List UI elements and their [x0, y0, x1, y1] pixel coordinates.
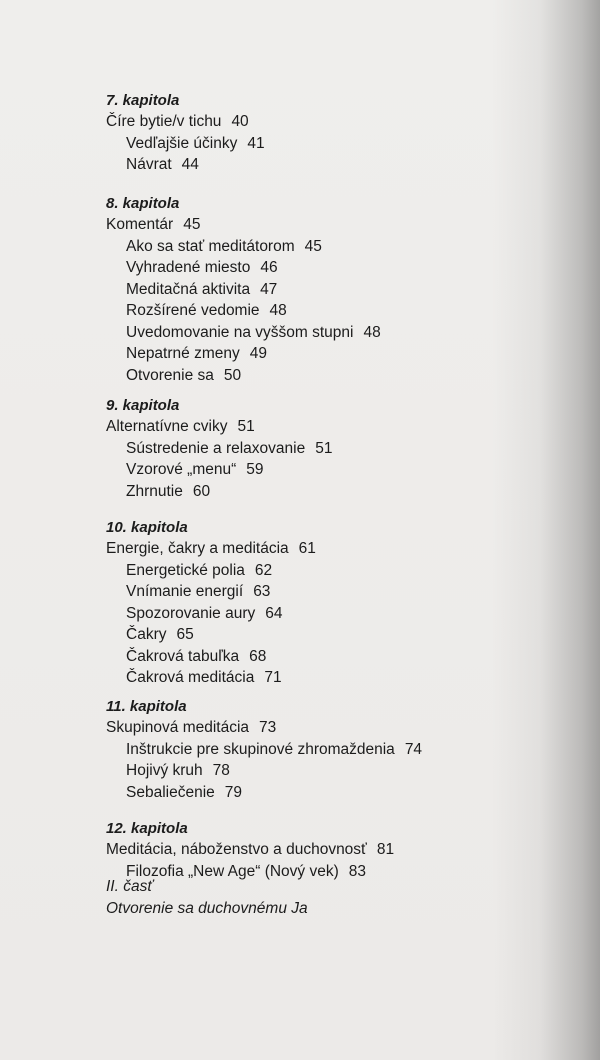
entry-title: Inštrukcie pre skupinové zhromaždenia [126, 740, 395, 758]
toc-entry [106, 257, 381, 279]
chapter-9 [106, 395, 332, 502]
entry-page: 41 [247, 134, 265, 152]
chapter-7 [106, 90, 265, 176]
toc-entry [106, 560, 316, 582]
entry-page: 49 [249, 345, 267, 362]
entry-title: Sebaliečenie [126, 783, 215, 801]
toc-entry [106, 459, 332, 481]
entry-page: 59 [246, 461, 264, 478]
chapter-12 [106, 818, 394, 882]
entry-title: Komentár [106, 216, 174, 233]
toc-entry [106, 300, 381, 322]
toc-entry [106, 236, 381, 258]
toc-entry [106, 581, 316, 603]
entry-title: Sústredenie a relaxovanie [126, 439, 306, 457]
entry-title: Číre bytie/v tichu [106, 113, 222, 130]
toc-entry [106, 343, 381, 365]
part-heading [106, 876, 308, 919]
toc-entry [106, 603, 316, 625]
entry-page: 47 [260, 280, 278, 298]
entry-page: 51 [315, 439, 333, 457]
entry-title: Hojivý kruh [126, 762, 203, 779]
toc-entry [106, 739, 422, 761]
toc-entry [106, 624, 316, 646]
entry-title: Vzorové „menu“ [126, 461, 237, 478]
toc-entry [106, 839, 394, 861]
entry-page: 65 [176, 626, 194, 643]
entry-title: Spozorovanie aury [126, 604, 256, 622]
entry-title: Meditácia, náboženstvo a duchovnosť [106, 841, 367, 858]
entry-page: 61 [298, 540, 316, 557]
chapter-heading: 12. kapitola [106, 820, 188, 837]
entry-title: Uvedomovanie na vyššom stupni [126, 323, 354, 341]
entry-page: 64 [265, 604, 283, 622]
entry-page: 40 [231, 113, 249, 130]
entry-title: Vnímanie energií [126, 583, 244, 600]
entry-page: 45 [183, 216, 201, 233]
toc-entry [106, 538, 316, 560]
entry-page: 83 [348, 862, 367, 880]
entry-page: 48 [269, 302, 287, 319]
chapter-heading: 8. kapitola [106, 195, 180, 212]
entry-title: Filozofia „New Age“ (Nový vek) [126, 862, 339, 880]
toc-entry [106, 646, 316, 668]
toc-entry [106, 214, 381, 236]
toc-entry [106, 717, 422, 739]
chapter-10 [106, 517, 316, 689]
entry-page: 79 [224, 783, 243, 801]
toc-entry [106, 760, 422, 782]
entry-title: Čakrová tabuľka [126, 647, 240, 665]
toc-entry [106, 416, 332, 438]
entry-page: 74 [404, 740, 423, 758]
entry-title: Rozšírené vedomie [126, 302, 260, 319]
part-title: Otvorenie sa duchovnému Ja [106, 899, 308, 917]
entry-page: 46 [260, 259, 278, 276]
entry-title: Návrat [126, 156, 172, 173]
entry-page: 50 [223, 366, 242, 384]
entry-page: 45 [304, 237, 322, 255]
toc-entry [106, 438, 332, 460]
entry-title: Meditačná aktivita [126, 280, 251, 298]
entry-title: Vedľajšie účinky [126, 134, 238, 152]
toc-entry [106, 279, 381, 301]
toc-entry [106, 111, 265, 133]
chapter-heading: 11. kapitola [106, 698, 187, 715]
toc-entry [106, 782, 422, 804]
toc-entry [106, 133, 265, 155]
chapter-heading: 9. kapitola [106, 397, 180, 414]
entry-page: 78 [212, 762, 230, 779]
part-label: II. časť [106, 878, 153, 895]
entry-page: 44 [181, 156, 199, 173]
entry-title: Alternatívne cviky [106, 418, 228, 435]
toc-entry [106, 154, 265, 176]
toc-entry [106, 365, 381, 387]
entry-page: 48 [363, 323, 381, 341]
entry-title: Skupinová meditácia [106, 719, 250, 736]
entry-title: Nepatrné zmeny [126, 345, 240, 362]
entry-title: Zhrnutie [126, 482, 183, 500]
chapter-heading: 7. kapitola [106, 92, 180, 109]
entry-title: Energetické polia [126, 561, 245, 579]
entry-title: Otvorenie sa [126, 366, 214, 384]
entry-page: 63 [253, 583, 271, 600]
entry-page: 51 [237, 418, 255, 435]
toc-entry [106, 667, 316, 689]
entry-page: 73 [259, 719, 277, 736]
entry-page: 71 [264, 669, 282, 686]
entry-page: 68 [249, 647, 267, 665]
entry-title: Čakrová meditácia [126, 669, 255, 686]
chapter-11 [106, 696, 422, 803]
entry-title: Vyhradené miesto [126, 259, 251, 276]
entry-title: Energie, čakry a meditácia [106, 540, 289, 557]
toc-entry [106, 481, 332, 503]
entry-page: 62 [254, 561, 273, 579]
chapter-heading: 10. kapitola [106, 519, 188, 536]
entry-title: Ako sa stať meditátorom [126, 237, 295, 255]
entry-page: 60 [192, 482, 211, 500]
entry-title: Čakry [126, 626, 167, 643]
chapter-8 [106, 193, 381, 386]
entry-page: 81 [376, 841, 395, 858]
toc-entry [106, 322, 381, 344]
